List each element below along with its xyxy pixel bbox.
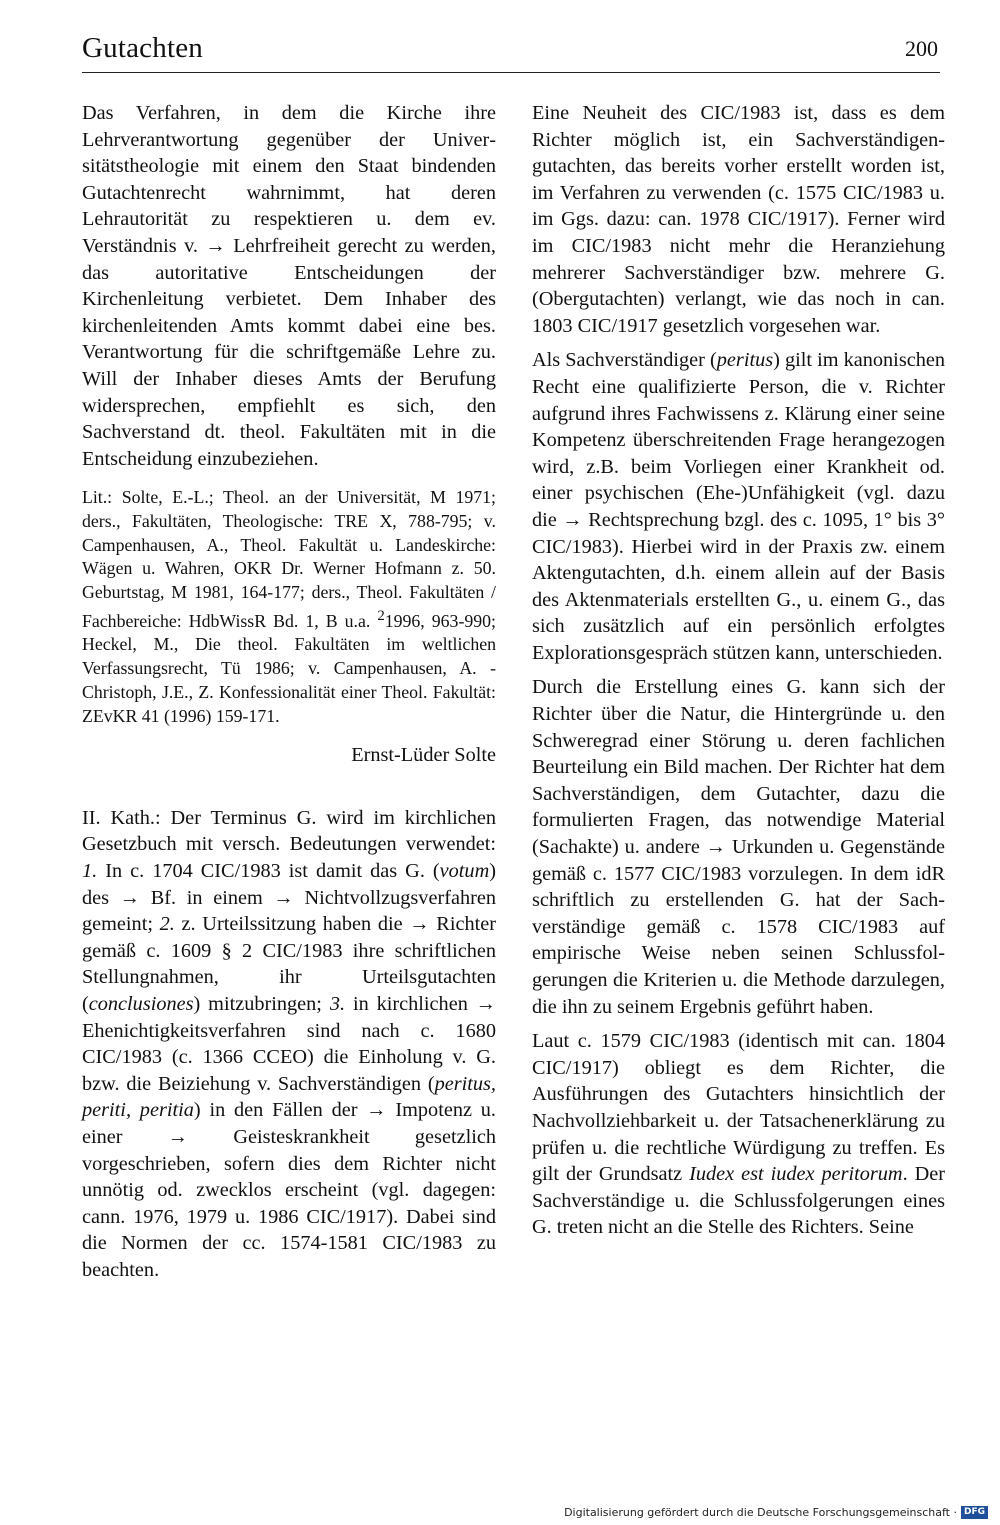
italic-run: votum [439,860,490,883]
italic-run: peritus [716,349,774,372]
italic-run: 1. [82,860,98,883]
paragraph-sachverstaendiger [532,347,945,666]
paragraph-neuheit: Eine Neuheit des CIC/1983 ist, dass es dem Richter möglich ist, ein Sachverständigengutachten, das bereits vorher erstellt worden ist, im Verfahren zu verwenden (c. 1575 CIC/1983 u. im Ggs. dazu: can. 1978 CIC/1917). Ferner wird im CIC/1983 nicht mehr die Heranziehung mehrerer Sachverständiger bzw. mehrere G. (Obergutachten) verlangt, wie das noch in can. 1803 CIC/1917 gesetzlich vorgesehen war. [532,102,945,337]
digitization-footer [564,1506,988,1519]
paragraph-laut-c1579 [532,1028,945,1241]
left-column [82,100,496,1292]
text-run: ) gilt im kanonischen Recht eine qualifizierte Person, die v. Richter aufgrund ihres Fachwissens z. Klärung einer seine Kompetenz überschreitenden Frage herangezogen wird, z.B. beim Vorliegen einer Krankheit od. einer psychischen (Ehe-)Unfähigkeit (vgl. dazu die → Rechtsprechung bzgl. des c. 1095, 1° bis 3° CIC/1983). Hierbei wird in der Praxis zw. einem Aktengutachten, d.h. einem allein auf der Basis des Aktenmaterials erstellten G., u. einem G., das sich zusätzlich auf ein persönlich erfolgtes Explorationsgespräch stützen kann, unterschieden. [532,349,945,664]
text-run: ) in den Fällen der → Impotenz u. einer → Geisteskrankheit gesetzlich vorgeschrieben, sofern dies dem Richter nicht unnötig od. zwecklos erscheint (vgl. dagegen: cann. 1976, 1979 u. 1986 CIC/1917). Dabei sind die Normen der cc. 1574-1581 CIC/1983 zu beachten. [82,1099,496,1281]
text-run: II. Kath.: Der Terminus G. wird im kirchlichen Gesetzbuch mit versch. Bedeutungen verwendet: [82,806,496,856]
text-run: . Der Sachverständige u. die Schlussfolgerungen eines G. treten nicht an die Stelle des Richters. Seine [532,1163,945,1239]
edition-superscript: 2 [377,607,385,624]
italic-run: 2. [159,913,175,936]
paragraph-erstellung: Durch die Erstellung eines G. kann sich der Richter über die Natur, die Hintergründe u. den Schweregrad einer Störung u. deren fachlichen Beurteilung ein Bild machen. Der Richter hat dem Sachverständigen, dem Gutachter, dazu die formulierten Fragen, das notwendige Material (Sachakte) u. andere → Urkunden u. Gegenstände gemäß c. 1577 CIC/1983 vorzulegen. In dem idR schriftlich zu erstellenden G. hat der Sachverständige gemäß c. 1578 CIC/1983 auf empirische Weise neben seinen Schlussfolgerungen die Kriterien u. die Methode darzulegen, die ihn zu seinem Ergebnis geführt haben. [532,676,945,1018]
text-run: Laut c. 1579 CIC/1983 (identisch mit can. 1804 CIC/1917) obliegt es dem Richter, die Ausführungen des Gutachters hinsichtlich der Nachvollziehbarkeit u. der Tatsachenerklärung zu prüfen u. die rechtliche Würdigung zu treffen. Es gilt der Grundsatz [532,1030,945,1186]
italic-run: peritus, periti, peritia [82,1072,496,1122]
italic-run: conclusiones [88,993,194,1016]
dfg-logo-icon: DFG [961,1506,988,1519]
paragraph-lehrverantwortung: Das Verfahren, in dem die Kirche ihre Lehrverantwortung gegenüber der Universitätstheologie mit einem den Staat bindenden Gutachtenrecht wahrnimmt, hat deren Lehrautorität zu respektieren u. dem ev. Verständnis v. → Lehrfreiheit gerecht zu werden, das autoritative Entscheidungen der Kirchenleitung verbietet. Dem Inhaber des kirchenleitenden Amts kommt dabei eine bes. Verantwortung für die schriftgemäße Lehre zu. Will der Inhaber dieses Amts der Berufung widersprechen, empfiehlt es sich, den Sachverstand dt. theol. Fakultäten mit in die Entscheidung einzubeziehen. [82,102,496,470]
text-run: ) des → Bf. in einem → Nichtvollzugsverfahren gemeint; [82,860,496,936]
page-header [82,30,940,73]
text-run: In c. 1704 CIC/1983 ist damit das G. ( [97,860,440,883]
paragraph-kath [82,805,496,1284]
text-run: Als Sachverständiger ( [532,349,717,372]
right-column [532,100,945,1249]
text-run: z. Urteilssitzung haben die → Richter gemäß c. 1609 § 2 CIC/1983 ihre schriftlichen Stellungnahmen, ihr Urteilsgutachten ( [82,913,496,1016]
running-title: Gutachten [82,32,203,64]
literature-list [82,486,496,728]
page-number: 200 [905,36,938,61]
italic-run: 3. [329,993,346,1016]
text-run: in kirchlichen → Ehenichtigkeitsverfahren sind nach c. 1680 CIC/1983 (c. 1366 CCEO) die Einholung v. G. bzw. die Beiziehung v. Sachverständigen ( [82,993,497,1095]
author-signature: Ernst-Lüder Solte [351,744,496,767]
footer-text: Digitalisierung gefördert durch die Deutsche Forschungsgemeinschaft · [564,1506,957,1519]
literature-text-2: 1996, 963-990; Heckel, M., Die theol. Fakultäten im weltlichen Verfassungsrecht, Tü 1986; v. Campenhausen, A. - Christoph, J.E., Z. Konfessionalität einer Theol. Fakultät: ZEvKR 41 (1996) 159-171. [82,610,496,726]
text-run: ) mitzubringen; [193,993,330,1016]
italic-run: Iudex est iudex peritorum [689,1163,903,1186]
literature-text-1: Lit.: Solte, E.-L.; Theol. an der Universität, M 1971; ders., Fakultäten, Theologische: TRE X, 788-795; v. Campenhausen, A., Theol. Fakultät u. Landeskirche: Wägen u. Wahren, OKR Dr. Werner Hofmann z. 50. Geburtstag, M 1981, 164-177; ders., Theol. Fakultäten / Fachbereiche: HdbWissR Bd. 1, B u.a. [82,487,496,631]
